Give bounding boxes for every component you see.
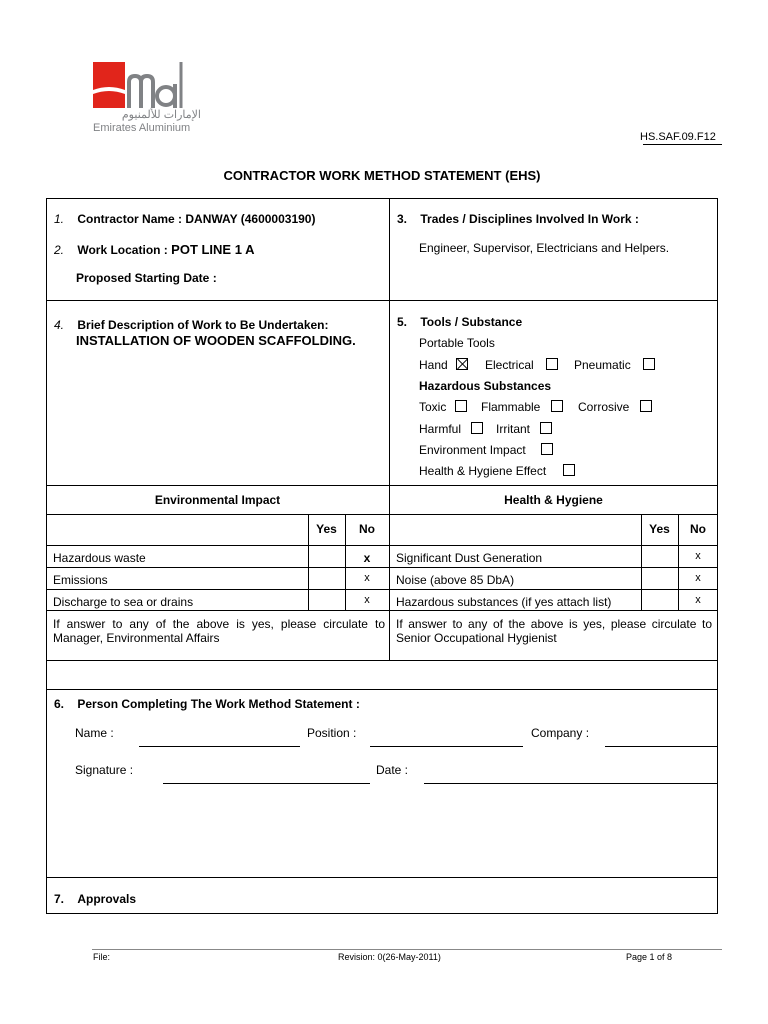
hh-no-header: No: [690, 522, 706, 536]
row-divider: [46, 545, 718, 546]
section-trades: [397, 212, 639, 226]
emal-logo: [93, 60, 205, 138]
approvals-label: Approvals: [77, 892, 137, 906]
work-location-value[interactable]: POT LINE 1 A: [171, 242, 255, 257]
section-number: 3.: [397, 212, 408, 226]
env-row-no-mark[interactable]: x: [364, 594, 370, 606]
table-border-top: [46, 198, 718, 199]
section-contractor-name: [54, 212, 315, 226]
toxic-checkbox[interactable]: [455, 400, 467, 412]
hh-row-label: Noise (above 85 DbA): [396, 573, 515, 587]
env-circulate-note: If answer to any of the above is yes, please circulate to Manager, Environmental Affairs: [53, 617, 385, 645]
company-field[interactable]: [605, 746, 717, 747]
section-brief-description: [54, 318, 329, 332]
corrosive-label: Corrosive: [578, 400, 630, 414]
irritant-checkbox[interactable]: [540, 422, 552, 434]
corrosive-checkbox[interactable]: [640, 400, 652, 412]
env-row-label: Emissions: [53, 573, 108, 587]
contractor-name-value[interactable]: DANWAY (4600003190): [185, 212, 316, 226]
row-divider: [46, 300, 718, 301]
brief-description-value[interactable]: INSTALLATION OF WOODEN SCAFFOLDING.: [76, 333, 356, 348]
toxic-label: Toxic: [419, 400, 447, 414]
table-border-left: [46, 198, 47, 914]
section-number: 1.: [54, 212, 65, 226]
hh-row-no-mark[interactable]: x: [695, 550, 701, 562]
flammable-label: Flammable: [481, 400, 541, 414]
env-row-no-mark[interactable]: x: [363, 551, 371, 565]
logo-arabic-text: الإمارات للألمنيوم: [121, 109, 201, 121]
emal-logo-mark: [93, 60, 183, 112]
hand-label: Hand: [419, 358, 448, 372]
header-rule: [643, 144, 722, 145]
logo-english-text: Emirates Aluminium: [93, 122, 191, 134]
row-divider: [46, 589, 718, 590]
page-title: CONTRACTOR WORK METHOD STATEMENT (EHS): [223, 168, 541, 183]
hand-checkbox[interactable]: [456, 358, 468, 370]
work-location-label: Work Location :: [77, 243, 168, 257]
portable-tools-label: Portable Tools: [419, 336, 495, 350]
row-divider: [46, 567, 718, 568]
footer-rule: [92, 949, 722, 950]
proposed-start-date-label: Proposed Starting Date :: [76, 271, 217, 285]
health-hygiene-effect-checkbox[interactable]: [563, 464, 575, 476]
hh-row-no-mark[interactable]: x: [695, 572, 701, 584]
health-hygiene-header: Health & Hygiene: [504, 493, 603, 507]
table-border-bottom: [46, 913, 718, 914]
hh-circulate-note: If answer to any of the above is yes, please circulate to Senior Occupational Hygienist: [396, 617, 712, 645]
name-field[interactable]: [139, 746, 300, 747]
trades-label: Trades / Disciplines Involved In Work :: [420, 212, 639, 226]
date-field[interactable]: [424, 783, 717, 784]
flammable-checkbox[interactable]: [551, 400, 563, 412]
environment-impact-label: Environment Impact: [419, 443, 526, 457]
env-row-label: Hazardous waste: [53, 551, 146, 565]
hh-row-no-mark[interactable]: x: [695, 594, 701, 606]
section-number: 6.: [54, 697, 65, 711]
pneumatic-label: Pneumatic: [574, 358, 631, 372]
hh-yes-header: Yes: [649, 522, 670, 536]
company-label: Company :: [531, 726, 590, 740]
date-label: Date :: [376, 763, 409, 777]
env-yes-header: Yes: [316, 522, 337, 536]
section-number: 4.: [54, 318, 65, 332]
contractor-name-label: Contractor Name :: [77, 212, 183, 226]
name-label: Name :: [75, 726, 114, 740]
section-person-completing: [54, 697, 360, 711]
document-code: HS.SAF.09.F12: [640, 131, 716, 143]
trades-value[interactable]: Engineer, Supervisor, Electricians and Helpers.: [419, 241, 670, 255]
footer-page-number: Page 1 of 8: [626, 952, 673, 962]
hazardous-substances-label: Hazardous Substances: [419, 379, 552, 393]
section-approvals: [54, 892, 136, 906]
env-impact-header: Environmental Impact: [154, 493, 281, 507]
tools-label: Tools / Substance: [420, 315, 523, 329]
position-label: Position :: [307, 726, 357, 740]
person-completing-label: Person Completing The Work Method Statement :: [77, 697, 360, 711]
env-row-no-mark[interactable]: x: [364, 572, 370, 584]
row-divider: [46, 689, 718, 690]
footer-file: File:: [93, 952, 111, 962]
section-tools: [397, 315, 522, 329]
electrical-label: Electrical: [485, 358, 534, 372]
row-divider: [46, 485, 718, 486]
hh-row-label: Hazardous substances (if yes attach list): [396, 595, 612, 609]
harmful-checkbox[interactable]: [471, 422, 483, 434]
row-divider: [46, 660, 718, 661]
table-divider-middle: [389, 198, 390, 661]
env-row-label: Discharge to sea or drains: [53, 595, 194, 609]
environment-impact-checkbox[interactable]: [541, 443, 553, 455]
hh-row-label: Significant Dust Generation: [396, 551, 543, 565]
health-hygiene-effect-label: Health & Hygiene Effect: [419, 464, 547, 478]
section-work-location: [54, 242, 254, 257]
row-divider: [46, 877, 718, 878]
position-field[interactable]: [370, 746, 523, 747]
section-number: 7.: [54, 892, 65, 906]
signature-field[interactable]: [163, 783, 370, 784]
harmful-label: Harmful: [419, 422, 462, 436]
pneumatic-checkbox[interactable]: [643, 358, 655, 370]
signature-label: Signature :: [75, 763, 134, 777]
row-divider: [46, 514, 718, 515]
section-number: 2.: [54, 243, 65, 257]
section-number: 5.: [397, 315, 408, 329]
irritant-label: Irritant: [496, 422, 531, 436]
brief-description-label: Brief Description of Work to Be Undertaken:: [77, 318, 329, 332]
electrical-checkbox[interactable]: [546, 358, 558, 370]
footer-revision: Revision: 0(26-May-2011): [338, 952, 441, 962]
row-divider: [46, 610, 718, 611]
env-no-header: No: [359, 522, 375, 536]
